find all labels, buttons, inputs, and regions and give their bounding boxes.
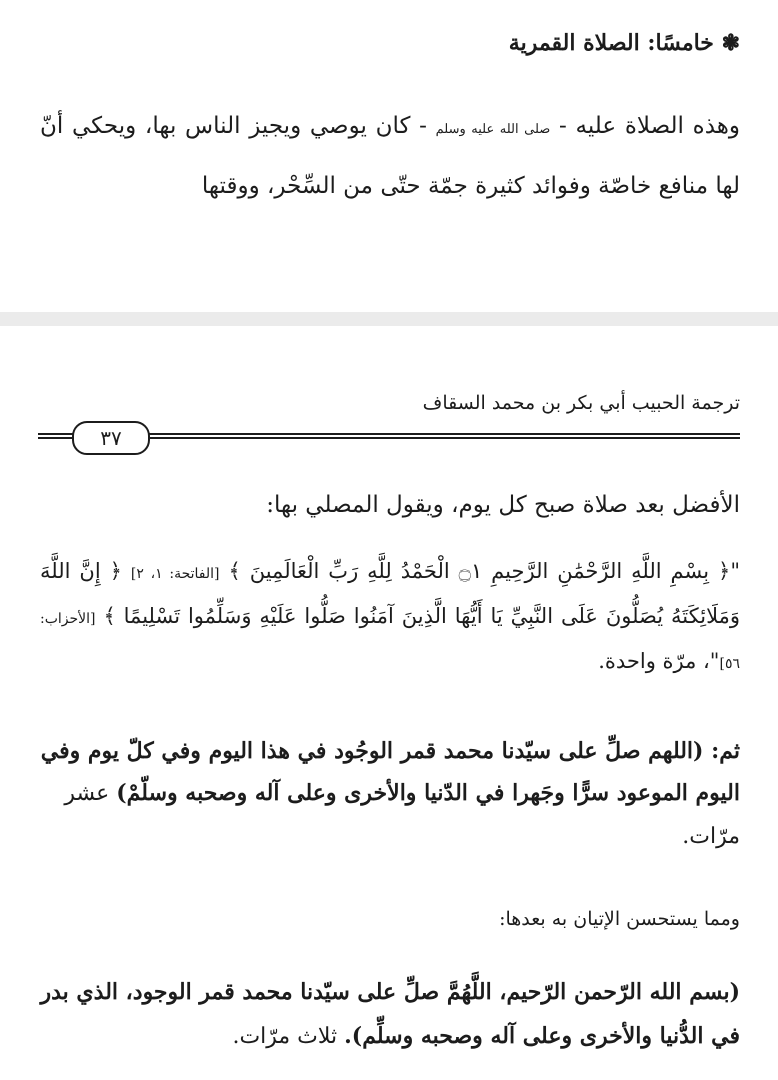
honorific-ligature: صلى الله عليه وسلم [435, 122, 551, 137]
top-paragraph-end: - كان يوصي ويجيز الناس بها، ويحكي أنّ لها منافع خاصّة وفوائد كثيرة جمّة حتّى من السِّحْر، ووقتها [40, 113, 740, 199]
prayer-basmala-text: (بسم الله الرّحمن الرّحيم، اللَّهُمَّ صلِّ على سيّدنا محمد قمر الوجود، الذي بدر في الدُّنيا والأخرى وعلى آله وصحبه وسلِّم). [40, 979, 740, 1049]
running-title: ترجمة الحبيب أبي بكر بن محمد السقاف [422, 392, 740, 414]
quran-ahzab: ﴿ إِنَّ اللَّهَ وَمَلَائِكَتَهُ يُصَلُّونَ عَلَى النَّبِيِّ يَا أَيُّهَا الَّذِينَ آمَنُوا صَلُّوا عَلَيْهِ وَسَلِّمُوا تَسْلِيمًا ﴾ [40, 559, 740, 628]
top-paragraph [40, 98, 740, 214]
ref-ahzab: [الأحزاب: ٥٦] [40, 611, 740, 672]
bottom-page [0, 326, 778, 1080]
quran-verses [40, 550, 740, 685]
page-number: ٣٧ [72, 421, 150, 455]
prayer-lunar-text: ثم: (اللهم صلِّ على سيّدنا محمد قمر الوجُود في هذا اليوم وفي كلّ يوم وفي اليوم الموعود سرًّا وجَهرا في الدّنيا والأخرى وعلى آله وصحبه وسلّمْ) [40, 738, 740, 806]
quran-fatiha: "﴿ بِسْمِ اللَّهِ الرَّحْمَٰنِ الرَّحِيمِ ۝١ الْحَمْدُ لِلَّهِ رَبِّ الْعَالَمِينَ ﴾ [228, 559, 740, 583]
ref-fatiha: [الفاتحة: ١، ٢] [130, 566, 220, 582]
prayer-lunar-count: عشر مرّات. [64, 781, 740, 849]
quran-tail: "، مرّة واحدة. [598, 649, 720, 673]
top-page [0, 0, 778, 312]
prayer-basmala [40, 970, 740, 1059]
page-separator [0, 312, 778, 326]
top-paragraph-start: وهذه الصلاة عليه - [559, 113, 741, 139]
section-heading: ❃ خامسًا: الصلاة القمرية [508, 30, 740, 56]
prayer-lunar [40, 730, 740, 858]
sub-intro: ومما يستحسن الإتيان به بعدها: [499, 908, 740, 930]
prayer-basmala-count: ثلاث مرّات. [232, 1024, 345, 1049]
intro-line: الأفضل بعد صلاة صبح كل يوم، ويقول المصلي بها: [266, 492, 740, 518]
